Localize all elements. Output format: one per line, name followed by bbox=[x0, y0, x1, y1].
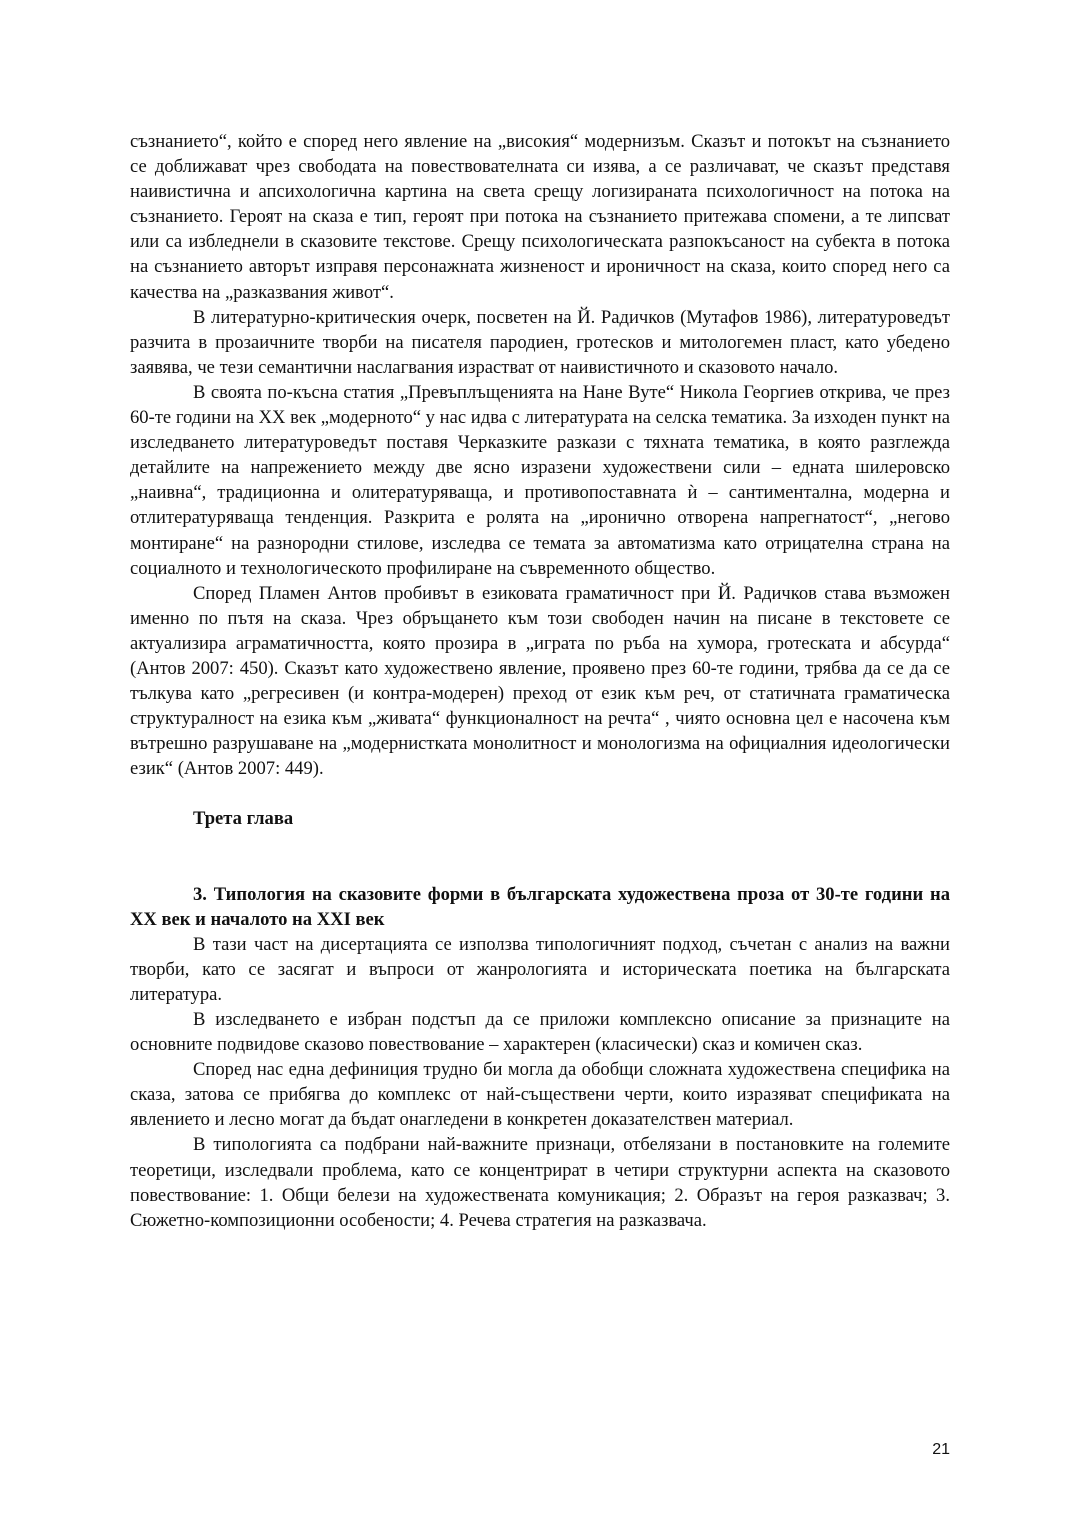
paragraph: В тази част на дисертацията се използва типологичният подход, съчетан с анализ на важни творби, като се засягат и въпроси от жанрологията и историческата поетика на българската литература. bbox=[130, 933, 950, 1005]
document-page bbox=[130, 129, 950, 1233]
section-heading: 3. Типология на сказовите форми в българската художествена проза от 30-те години на ХХ век и началото на ХХІ век bbox=[130, 883, 950, 930]
paragraph: В изследването е избран подстъп да се приложи комплексно описание за признаците на основните подвидове сказово повествование – характерен (класически) сказ и комичен сказ. bbox=[130, 1009, 950, 1056]
paragraph: Според нас една дефиниция трудно би могла да обобщи сложната художествена специфика на сказа, затова се прибягва до комплекс от най-съществени черти, които изразяват спецификата на явлението и лесно могат да бъдат онагледени в конкретен доказателствен материал. bbox=[130, 1059, 950, 1131]
paragraph: В литературно-критическия очерк, посветен на Й. Радичков (Мутафов 1986), литературоведът разчита в прозаичните творби на писателя пародиен, гротесков и митологемен пласт, като убедено заявява, че тези семантични наслагвания израстват от наивистичното и сказовото начало. bbox=[130, 306, 950, 378]
chapter-title: Трета глава bbox=[193, 808, 294, 830]
paragraph: Според Пламен Антов пробивът в езиковата граматичност при Й. Радичков става възможен именно по пътя на сказа. Чрез обръщането към този свободен начин на писане в текстовете се актуализира аграматичността, която прозира в „играта по ръба на хумора, гротеската и абсурда“ (Антов 2007: 450). Сказът като художествено явление, проявено през 60-те години, трябва да се да се тълкува като „регресивен (и контра-модерен) преход от език към реч, от статичната граматическа структуралност на езика към „живата“ функционалност на речта“ , чиято основна цел е насочена към вътрешно разрушаване на „модернисткатa монолитност и монологизма на официалния идеологически език“ (Антов 2007: 449). bbox=[130, 582, 950, 780]
page-number: 21 bbox=[932, 1441, 950, 1458]
paragraph: В типологията са подбрани най-важните признаци, отбелязани в постановките на големите теоретици, изследвали проблема, като се концентрират в четири структурни аспекта на сказовото повествование: 1. Общи белези на художествената комуникация; 2. Образът на героя разказвач; 3. Сюжетно-композиционни особености; 4. Речева стратегия на разказвача. bbox=[130, 1134, 950, 1231]
paragraph: В своята по-късна статия „Превъплъщенията на Нане Вуте“ Никола Георгиев открива, че през 60-те години на ХХ век „модерното“ у нас идва с литературата на селска тематика. За изходен пункт на изследването литературоведът поставя Черказките разкази с тяхната тематика, в която разглежда детайлите на напрежението между две ясно изразени художествени сили – едната шилеровско „наивна“, традиционна и олитературяваща, и противопоставната ѝ – сантиментална, модерна и отлитературяваща тенденция. Разкрита е ролята на „иронично отворена напрегнатост“, „негово монтиране“ на разнородни стилове, изследва се темата за автоматизма като отрицателна страна на социалното и технологическото профилиране на съвременното общество. bbox=[130, 381, 950, 579]
paragraph-continuation: съзнанието“, който е според него явление на „високия“ модернизъм. Сказът и потокът на съзнанието се доближават чрез свободата на повествователната си изява, а се различават, че сказът представя наивистична и апсихологична картина на света срещу логизираната психологичност на потока на съзнанието. Героят на сказа е тип, героят при потока на съзнанието притежава спомени, а те липсват или са избледнели в сказовите текстове. Срещу психологическата разпокъсаност на субекта в потока на съзнанието авторът изправя персонажната жизненост и ироничност на сказа, които според него са качества на „разказвания живот“. bbox=[130, 131, 950, 303]
